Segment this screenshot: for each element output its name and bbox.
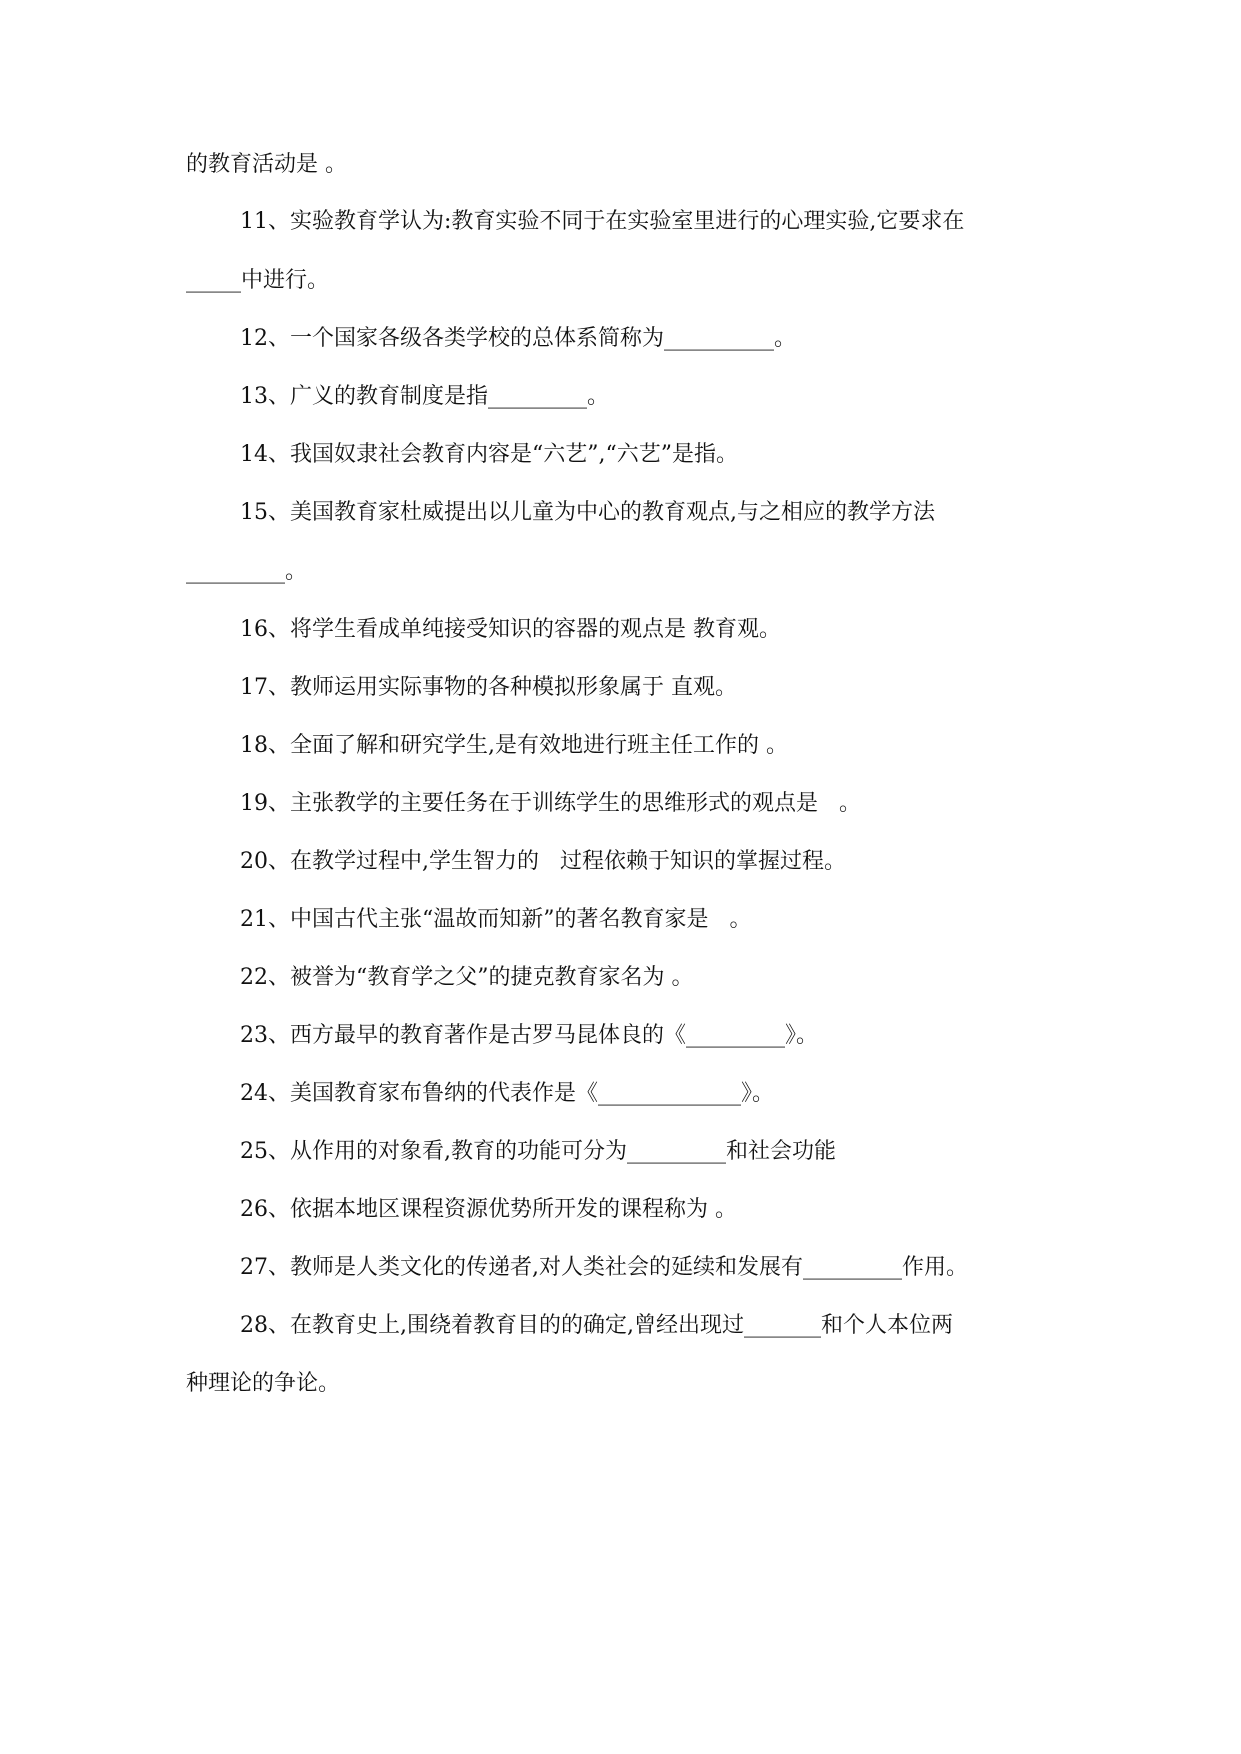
text-line-continuation: 的教育活动是 。	[186, 152, 347, 177]
question-11: 11、实验教育学认为:教育实验不同于在实验室里进行的心理实验,它要求在	[240, 209, 965, 234]
question-14: 14、我国奴隶社会教育内容是“六艺”,“六艺”是指。	[240, 442, 738, 467]
question-27: 27、教师是人类文化的传递者,对人类社会的延续和发展有_________作用。	[240, 1255, 968, 1280]
question-16: 16、将学生看成单纯接受知识的容器的观点是 教育观。	[240, 617, 781, 642]
question-24: 24、美国教育家布鲁纳的代表作是《_____________》。	[240, 1081, 774, 1106]
question-20: 20、在教学过程中,学生智力的 过程依赖于知识的掌握过程。	[240, 849, 846, 874]
question-15: 15、美国教育家杜威提出以儿童为中心的教育观点,与之相应的教学方法	[240, 500, 935, 525]
question-22: 22、被誉为“教育学之父”的捷克教育家名为 。	[240, 965, 694, 990]
question-15-continuation: _________。	[186, 559, 308, 584]
question-21: 21、中国古代主张“温故而知新”的著名教育家是 。	[240, 907, 752, 932]
question-18: 18、全面了解和研究学生,是有效地进行班主任工作的 。	[240, 733, 788, 758]
question-19: 19、主张教学的主要任务在于训练学生的思维形式的观点是 。	[240, 791, 861, 816]
question-17: 17、教师运用实际事物的各种模拟形象属于 直观。	[240, 675, 737, 700]
question-25: 25、从作用的对象看,教育的功能可分为_________和社会功能	[240, 1139, 836, 1164]
question-28-continuation: 种理论的争论。	[186, 1371, 341, 1396]
question-11-continuation: _____中进行。	[186, 268, 330, 293]
question-13: 13、广义的教育制度是指_________。	[240, 384, 609, 409]
question-23: 23、西方最早的教育著作是古罗马昆体良的《_________》。	[240, 1023, 818, 1048]
question-28: 28、在教育史上,围绕着教育目的的确定,曾经出现过_______和个人本位两	[240, 1313, 953, 1338]
question-12: 12、一个国家各级各类学校的总体系简称为__________。	[240, 326, 796, 351]
question-26: 26、依据本地区课程资源优势所开发的课程称为 。	[240, 1197, 737, 1222]
